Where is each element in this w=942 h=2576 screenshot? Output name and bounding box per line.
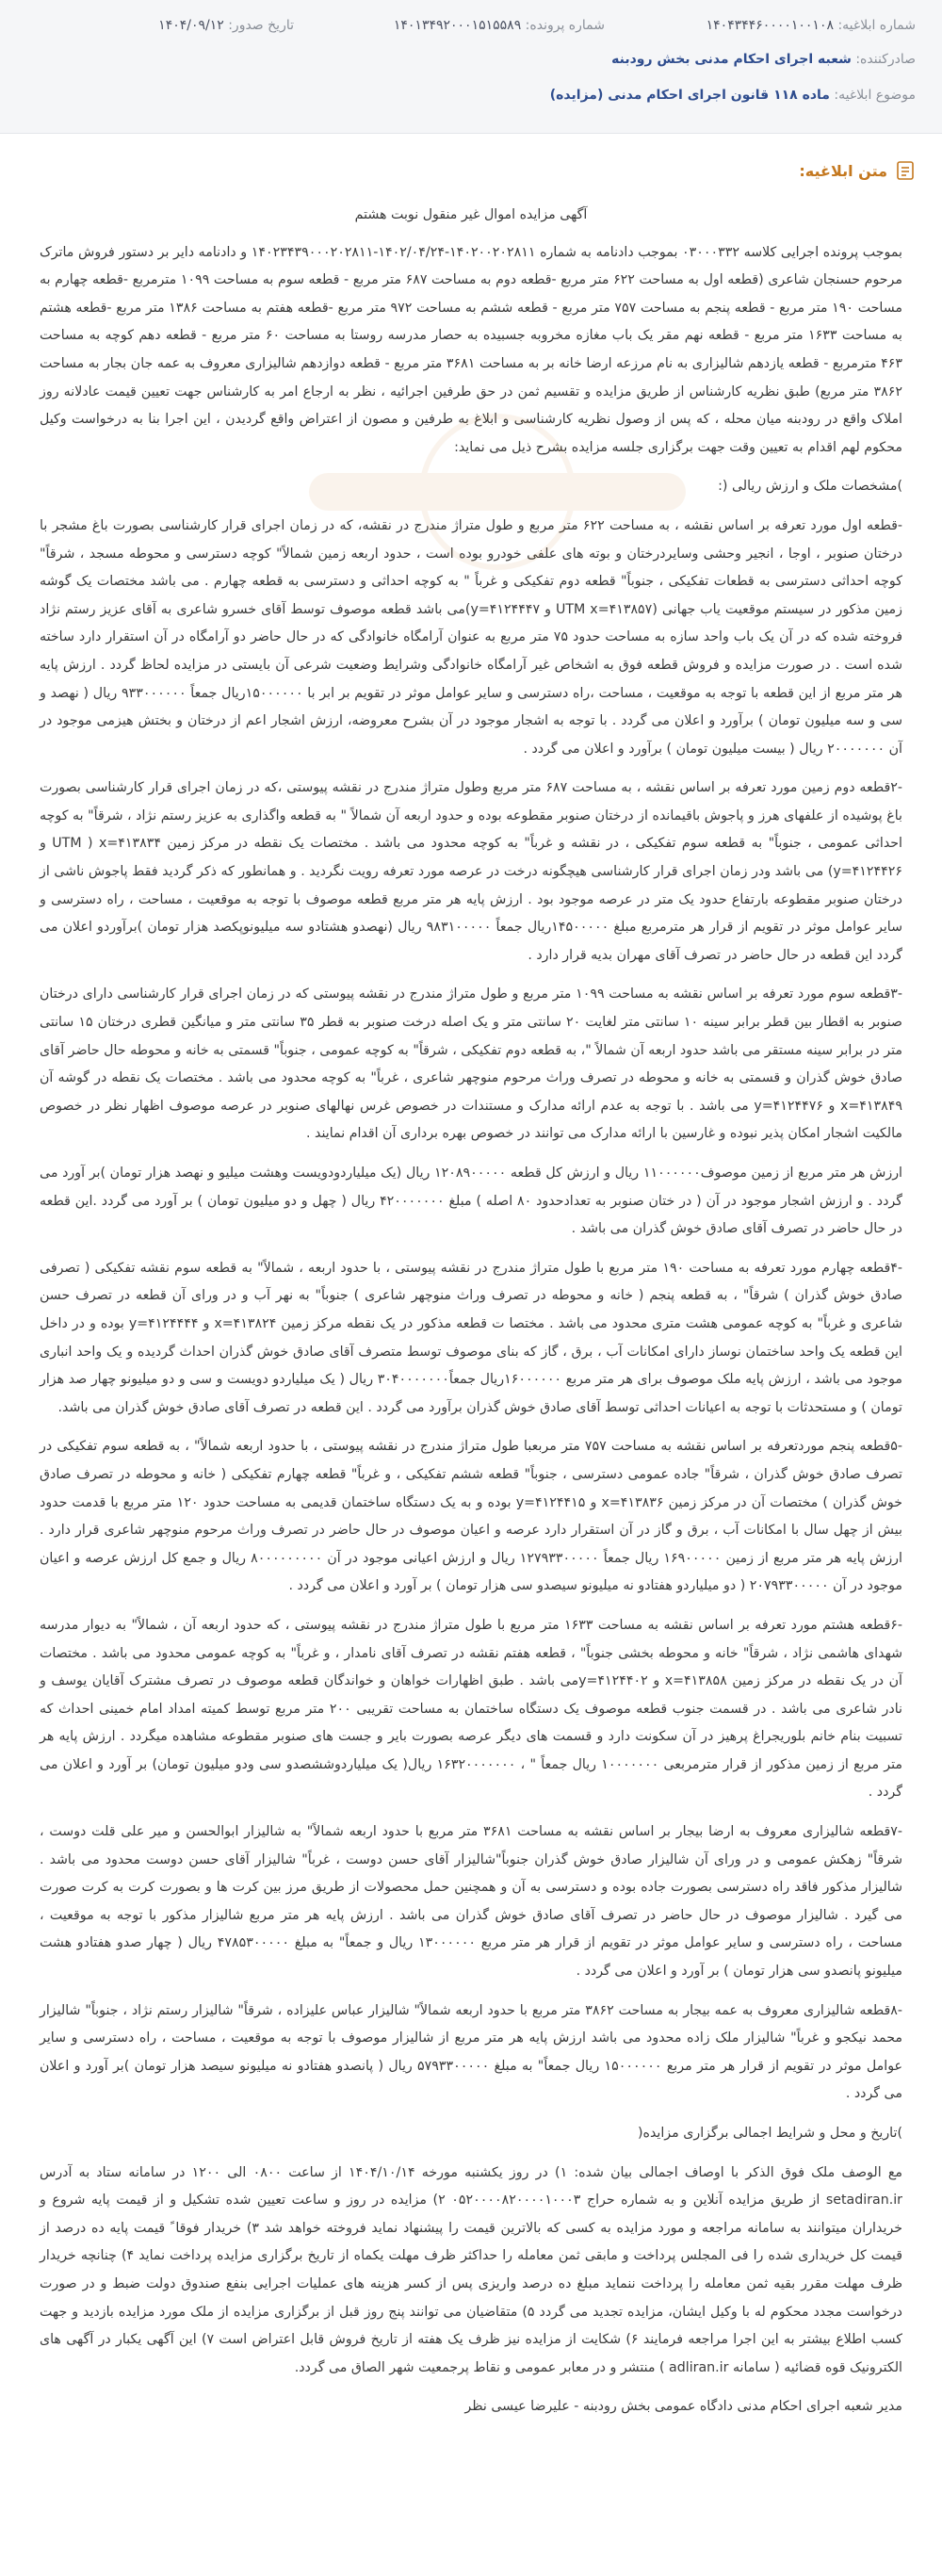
parcel-paragraph: -۶قطعه هشتم مورد تعرفه بر اساس نقشه به مساحت ۱۶۳۳ متر مربع با طول متراژ مندرج در نقشه پیوستی ، که حدود اربعه آن ، شمالاً" به دیوار مدرسه شهدای هاشمی نژاد ، شرقاً" خانه و محوطه بخشی جنوباً" ، قطعه هفتم نقشه در تصرف آقای نامدار ، و غرباً" به کوچه عمومی محدود می باشد . مختصات آن در یک نقطه در مرکز زمین x=۴۱۳۸۵۸ و y=۴۱۲۴۴۰۲می باشد . طبق اظهارات خواهان و خواندگان قطعه موصوف در تصرف مشترک آقایان یوسف و نادر شاعری می باشد . در قسمت جنوب قطعه موصوف یک دستگاه ساختمان به مساحت تقریبی ۲۰۰ متر مربع توسط کمیته امداد امام خمینی احداث که تسبیت بنام خانم بلوریجراغ پرهیز در آن سکونت دارد و قسمت های دیگر عرصه بصورت بایر و جست های صنوبر مقطوعه مشاهده میگردد . ارزش پایه هر متر مربع از زمین مذکور از قرار مترمربعی ۱۰۰۰۰۰۰۰ ریال جمعاً " ، ۱۶۳۲۰۰۰۰۰۰۰ ریال( یک میلیاردوششصدو سی ودو میلیون تومان) بر آورد و اعلان می گردد . [40, 1617, 903, 1801]
notice-number: شماره ابلاغیه: ۱۴۰۴۳۴۴۶۰۰۰۰۱۰۰۱۰۸ [706, 18, 916, 33]
parcel-paragraph: -قطعه اول مورد تعرفه بر اساس نقشه ، به مساحت ۶۲۲ متر مربع و طول متراژ مندرج در نقشه، که در زمان اجرای قرار کارشناسی بصورت باغ مشجر با درختان صنوبر ، اوجا ، انجیر وحشی وسایردرختان و بوته های علفی خودرو بوده است ، حدود اربعه زمین شمالاً" کوچه دسترسی و محوطه مسجد ، شرقاً" کوچه احداثی دسترسی به قطعات تفکیکی ، جنوباً" قطعه دوم تفکیکی و غرباً " به کوچه احداثی و دسترسی به قطعه چهارم . می باشد مختصات یک گوشه زمین مذکور در سیستم موقعیت یاب جهانی (UTM x=۴۱۳۸۵۷ و y=۴۱۲۴۴۴۷)می باشد قطعه موصوف توسط آقای خسرو شاعری به آقای عزیز رستم نژاد فروخته شده که در آن یک باب واحد سازه به مساحت حدود ۷۵ متر مربع به عنوان آرامگاه خانوادگی که در حال حاضر دو آرامگاه در آن استقرار دارد ساخته شده است . در صورت مزایده و فروش قطعه فوق به اشخاص غیر آرامگاه خانوادگی وشرایط وضعیت شرعی آن بایستی در مزایده لحاظ گردد . ارزش پایه هر متر مربع از این قطعه با توجه به موقعیت ، مساحت ،راه دسترسی و سایر عوامل موثر در تقویم بر ابر با ۱۵۰۰۰۰۰۰ریال جمعاً ۹۳۳۰۰۰۰۰۰ ریال ( نهصد و سی و سه میلیون تومان ) برآورد و اعلان می گردد . با توجه به اشجار موجود در آن بشرح معروضه، ارزش اشجار اعم از درختان و بختش هیزمی موجود در آن ۲۰۰۰۰۰۰۰ ریال ( بیست میلیون تومان ) برآورد و اعلان می گردد . [40, 517, 903, 757]
notice-intro: بموجب پرونده اجرایی کلاسه ۰۳۰۰۰۳۳۲ بموجب دادنامه به شماره ۱۴۰۲۰۰۲۰۲۸۱۱-۱۴۰۲/۰۴/۲۴-۱۴۰۲۳۴۳۹۰۰۰۲۰۲۸۱۱ و دادنامه دایر بر دستور فروش ماترک مرحوم حسنجان شاعری (قطعه اول به مساحت ۶۲۲ متر مربع -قطعه دوم به مساحت ۶۸۷ متر مربع - قطعه سوم به مساحت ۱۰۹۹ مترمربع -قطعه چهارم به مساحت ۱۹۰ متر مربع - قطعه پنجم به مساحت ۷۵۷ متر مربع - قطعه ششم به مساحت ۹۷۲ متر مربع -قطعه هفتم به مساحت ۱۳۸۶ متر مربع -قطعه هشتم به مساحت ۱۶۳۳ متر مربع - قطعه نهم مقر یک باب مغازه مخروبه جسبیده به حصار مدرسه روستا به مساحت ۶۰ متر مربع - قطعه دهم کوچه به مساحت ۴۶۳ مترمربع - قطعه یازدهم شالیزاری به نام مرزعه ارضا خانه بر به مساحت ۳۶۸۱ متر مربع - قطعه دوازدهم شالیزاری معروف به عمه جان بجار به مساحت ۳۸۶۲ متر مربع) طبق نظریه کارشناس از طریق مزایده و تقسیم ثمن در حق طرفین اجرائیه ، نظر به ارجاع امر به کارشناس جهت تعیین قیمت عادلانه روز املاک واقع در رودبنه میان محله ، که پس از وصول نظریه کارشناسی و ابلاغ به طرفین و مصون از اعتراض واقع گردیدن ، این اجرا بنا به درخواست وکیل محکوم لهم اقدام به تعیین وقت جهت برگزاری جلسه مزایده بشرح ذیل می نماید: [40, 244, 903, 455]
notice-number-value: ۱۴۰۴۳۴۴۶۰۰۰۰۱۰۰۱۰۸ [706, 18, 834, 33]
parcel-paragraph: ارزش هر متر مربع از زمین موصوف۱۱۰۰۰۰۰۰ ریال و ارزش کل قطعه ۱۲۰۸۹۰۰۰۰۰ ریال (یک میلیاردودویست وهشت میلیو و نهصد هزار تومان )بر آورد می گردد . و ارزش اشجار موجود در آن ( در ختان صنوبر به تعدادحدود ۸۰ اصله ) مبلغ ۴۲۰۰۰۰۰۰۰ ریال ( چهل و دو میلیون تومان ) بر آورد می گردد .این قطعه در حال حاضر در تصرف آقای صادق خوش گذران می باشد . [40, 1166, 902, 1237]
specs-title: )مشخصات ملک و ارزش ریالی (: [718, 479, 902, 495]
parcel-paragraph: -۷قطعه شالیزاری معروف به ارضا بیجار بر اساس نقشه به مساحت ۳۶۸۱ متر مربع با حدود اربعه شمالاً" به شالیزار ابوالحسن و میر علی قلت دوست ، شرقاً" زهکش عمومی و در ورای آن شالیزار صادق خوش گذران جنوباً"شالیزار آقای حسن دوست ، غرباً" شالیزار آقای حسن دوست محدود می باشد . شالیزار مذکور فاقد راه دسترسی بصورت جاده بوده و دسترسی به آن و همچنین حمل محصولات از طریق مرز بین کرت ها و بصورت کرت به کرت صورت می گیرد . شالیزار موصوف در حال حاضر در تصرف آقای صادق خوش گذران می باشد . ارزش پایه هر متر مربع شالیزار مذکور با توجه به موقعیت ، مساحت ، راه دسترسی و سایر عوامل موثر در تقویم از قرار هر متر مربع ۱۳۰۰۰۰۰۰ ریال و جمعاً" به مبلغ ۴۷۸۵۳۰۰۰۰۰ ریال ( چهار صدو هفتادو هشت میلیونو پانصدو سی هزار تومان ) بر آورد و اعلان می گردد . [40, 1824, 902, 1980]
parcel-paragraph: -۳قطعه سوم مورد تعرفه بر اساس نقشه به مساحت ۱۰۹۹ متر مربع و طول متراژ مندرج در نقشه پیوستی که در زمان اجرای قرار کارشناسی دارای درختان صنوبر به اقطار بین قطر برابر سینه ۱۰ سانتی متر لغایت ۲۰ سانتی متر و یک اصله درخت صنوبر به قطر ۳۵ سانتی متر و میانگین قطری درختان ۱۵ سانتی متر در برابر سینه مستقر می باشد حدود اربعه آن شمالاً "، به قطعه دوم تفکیکی ، شرقاً" به کوچه عمومی ، جنوباً" قسمتی به خانه و محوطه حال حاضر آقای صادق خوش گذران و قسمتی به خانه و محوطه در تصرف وراث مرحوم منوچهر شاعری ، غرباً" به کوچه محدود می باشد . مختصات یک نقطه در گوشه آن x=۴۱۳۸۴۹ و y=۴۱۲۴۴۷۶ می باشد . با توجه به عدم ارائه مدارک و مستندات در خصوص غرس نهالهای صنوبر در عرصه موصوف اظهار نظر در خصوص مالکیت اشجار امکان پذیر نبوده و غارسین با ارائه مدارک می توانند در خصوص بهره برداری آن اقدام نمایند . [40, 986, 903, 1142]
case-number: شماره پرونده: ۱۴۰۱۳۴۹۲۰۰۰۱۵۱۵۵۸۹ [393, 18, 605, 33]
section-title [0, 134, 942, 190]
notice-heading: آگهی مزایده اموال غیر منقول نوبت هشتم [354, 207, 588, 222]
terms-title: )تاریخ و محل و شرایط اجمالی برگزاری مزایده( [638, 2126, 902, 2141]
issuer-line: صادرکننده: شعبه اجرای احکام مدنی بخش رودبنه [611, 52, 916, 67]
notice-header [0, 0, 942, 134]
issue-date: تاریخ صدور: ۱۴۰۴/۰۹/۱۲ [158, 18, 294, 33]
signature: مدیر شعبه اجرای احکام مدنی دادگاه عمومی بخش رودبنه - علیرضا عیسی نظر [464, 2399, 902, 2415]
issue-date-value: ۱۴۰۴/۰۹/۱۲ [158, 18, 224, 33]
case-number-value: ۱۴۰۱۳۴۹۲۰۰۰۱۵۱۵۵۸۹ [393, 18, 522, 33]
parcel-paragraph: -۲قطعه دوم زمین مورد تعرفه بر اساس نقشه ، به مساحت ۶۸۷ متر مربع وطول متراژ مندرج در نقشه پیوستی ،که در زمان اجرای قرار کارشناسی بصورت باغ پوشیده از علفهای هرز و پاجوش باقیمانده از درختان صنوبر مقطوعه بوده و حدود اربعه آن شمالاً " به قطعه واگذاری به عزیز رستم نژاد ، شرقاً" به کوچه احداثی عمومی ، جنوباً" به قطعه سوم تفکیکی ، در نقشه و غرباً" به کوچه محدود می باشد . مختصات یک نقطه در مرکز زمین UTM ) x=۴۱۳۸۳۴ و y=۴۱۲۴۴۲۶) می باشد ودر زمان اجرای قرار کارشناسی هیچگونه درخت در عرصه مورد تعرفه رویت نگردید . و همانطور که ذکر گردید فقط پاجوش ناشی از درختان صنوبر مقطوعه بارتفاع حدود یک متر در عرصه موجود بود . ارزش پایه هر متر مربع قطعه موصوف با توجه به موقعیت ، مساحت ، راه دسترسی و سایر عوامل موثر در تقویم از قرار هر مترمربع مبلغ ۱۴۵۰۰۰۰۰ریال جمعاً ۹۸۳۱۰۰۰۰۰ ریال (نهصدو هشتادو سه میلیونوپکصد هزار تومان )برآوردو اعلان می گردد این قطعه در حال حاضر در تصرف آقای مهران بدیه قرار دارد . [40, 780, 903, 963]
parcel-paragraph: -۴قطعه چهارم مورد تعرفه به مساحت ۱۹۰ متر مربع با طول متراژ مندرج در نقشه پیوستی ، با حدود اربعه ، شمالاً" به قطعه سوم نقشه تفکیکی ( تصرفی صادق خوش گذران ) شرقاً" ، به قطعه پنجم ( خانه و محوطه در تصرف وراث منوچهر شاعری ) جنوباً" به نهر آب و در ورای آن قطعه در تصرف حسن شاعری و غرباً" به کوچه عمومی هشت متری محدود می باشد . مختصا ت قطعه مذکور در یک نقطه مرکز زمین x=۴۱۳۸۲۴ و y=۴۱۲۴۴۴۴ بوده و در داخل این قطعه یک واحد ساختمان نوساز دارای امکانات آب ، برق ، گاز که بنای موصوف توسط متصرف آقای صادق خوش گذران احداث گردیده و یک واحد انباری موجود می باشد ، ارزش پایه ملک موصوف برای هر متر مربع ۱۶۰۰۰۰۰۰ریال جمعاً۳۰۴۰۰۰۰۰۰۰ ریال ( یک میلیاردو دویست و سی و دو میلیونو چهار صد هزار تومان ) و مستحدثات با توجه به اعیانات احداثی توسط آقای صادق خوش گذران برآورد می گردد . این قطعه در تصرف آقای صادق خوش گذران می باشد. [40, 1260, 903, 1415]
issuer-value: شعبه اجرای احکام مدنی بخش رودبنه [611, 52, 852, 67]
subject-value: ماده ۱۱۸ قانون اجرای احکام مدنی (مزایده) [549, 88, 830, 103]
document-icon [895, 160, 916, 181]
terms-paragraph: مع الوصف ملک فوق الذکر با اوصاف اجمالی بیان شده: ۱) در روز یکشنبه مورخه ۱۴۰۴/۱۰/۱۴ از ساعت ۰۸۰۰ الی ۱۲۰۰ در سامانه ستاد به آدرس setadiran.ir از طریق مزایده آنلاین و به شماره حراج ۰۵۲۰۰۰۰۸۲۰۰۰۰۱۰۰۰۳ ۲) مزایده در روز و ساعت تعیین شده تشکیل و از قیمت پایه شروع و خریداران میتوانند به سامانه مراجعه و مورد مزایده به کسی که بالاترین قیمت را پیشنهاد نماید فروخته خواهد شد ۳) خریدار فوقا ً قیمت پایه ده درصد از قیمت کل خریداری شده را فی المجلس پرداخت و مابقی ثمن معامله را حداکثر ظرف مهلت یکماه از تاریخ برگزاری مزایده پرداخت نماید ۴) چنانچه خریدار ظرف مهلت مقرر بقیه ثمن معامله را پرداخت ننماید مبلغ ده درصد واریزی پس از کسر هزینه های عملیات اجرایی بنفع صندوق دولت ضبط و در صورت درخواست مجدد محکوم له با وکیل ایشان، مزایده تجدید می گردد ۵) متقاضیان می توانند پنج روز قبل از برگزاری مزایده از ملک مورد مزایده بازدید و جهت کسب اطلاع بیشتر به این اجرا مراجعه فرمایند ۶) شکایت از مزایده نیز ظرف یک هفته از تاریخ فروش قابل اعتراض است ۷) این آگهی یکبار در آگهی های الکترونیک قوه قضائیه ( سامانه adliran.ir ) منتشر و در معابر عمومی و نقاط پرجمعیت شهر الصاق می گردد. [40, 2164, 903, 2375]
subject-line: موضوع ابلاغیه: ماده ۱۱۸ قانون اجرای احکام مدنی (مزایده) [549, 88, 916, 103]
meta-row [26, 13, 916, 38]
notice-body [26, 190, 916, 2450]
parcel-paragraph: -۸قطعه شالیزاری معروف به عمه بیجار به مساحت ۳۸۶۲ متر مربع با حدود اربعه شمالاً" شالیزار عباس علیزاده ، شرقاً" شالیزار رستم نژاد ، جنوباً" شالیزار محمد نیکجو و غرباً" شالیزار ملک زاده محدود می باشد ارزش پایه هر متر مربع از شالیزار موصوف با توجه به موقعیت ، مساحت ، راه دسترسی و سایر عوامل موثر در تقویم از قرار هر متر مربع ۱۵۰۰۰۰۰۰ ریال جمعاً" به مبلغ ۵۷۹۳۳۰۰۰۰۰ ریال ( پانصدو هفتادو نه میلیونو سیصد هزار تومان )بر آورد و اعلان می گردد . [40, 2002, 903, 2102]
parcel-paragraph: -۵قطعه پنجم موردتعرفه بر اساس نقشه به مساحت ۷۵۷ متر مربعبا طول متراژ مندرج در نقشه پیوستی ، با حدود اربعه شمالاً" ، به قطعه سوم تفکیکی در تصرف صادق خوش گذران ، شرقاً" جاده عمومی دسترسی ، جنوباً" قطعه ششم تفکیکی ، و غرباً" قطعه چهارم تفکیکی ( خانه و محوطه در تصرف صادق خوش گذران ) مختصات آن در مرکز زمین x=۴۱۳۸۳۶ و y=۴۱۲۴۴۱۵ بوده و به یک دستگاه ساختمان قدیمی به مساحت حدود ۱۲۰ متر مربع با قدمت حدود بیش از چهل سال با امکانات آب ، برق و گاز در آن استقرار دارد عرصه و اعیان موصوف در حال حاضر در تصرف وراث مرحوم منوچهر شاعری قرار دارد . ارزش پایه هر متر مربع از زمین ۱۶۹۰۰۰۰۰ ریال جمعاً ۱۲۷۹۳۳۰۰۰۰۰ ریال و ارزش اعیانی موجود در آن ۸۰۰۰۰۰۰۰۰۰ ریال و جمع کل ارزش عرصه و اعیان موجود در آن ۲۰۷۹۳۳۰۰۰۰۰ ( دو میلیاردو هفتادو نه میلیونو سیصدو سی هزار تومان ) بر آورد و اعلان می گردد . [40, 1439, 903, 1594]
section-title-text: متن ابلاغیه: [799, 161, 887, 180]
